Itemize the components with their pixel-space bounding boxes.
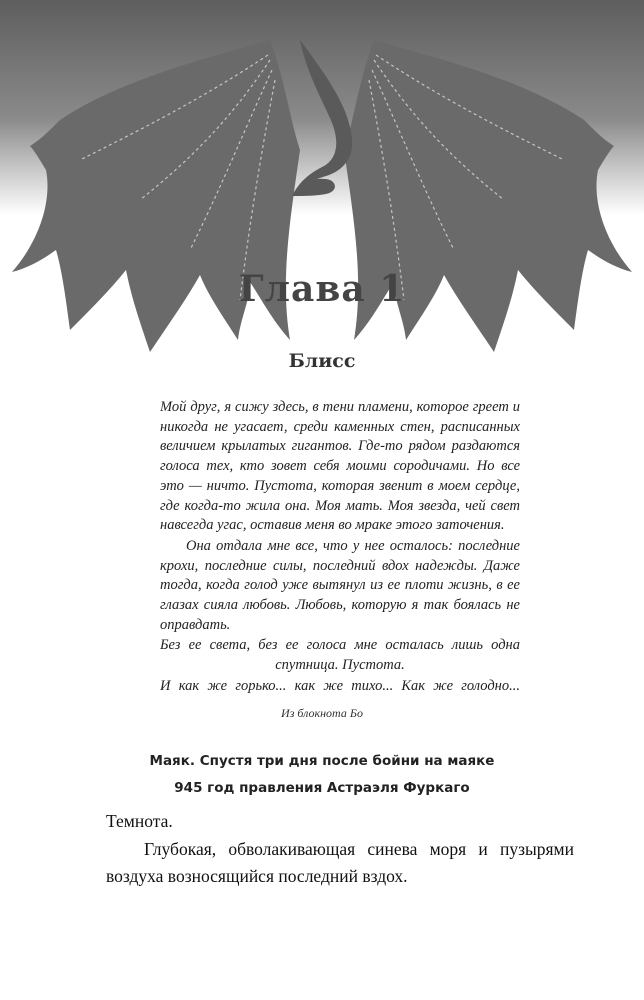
chapter-title: Глава 1: [238, 268, 406, 310]
epigraph-paragraph: Она отдала мне все, что у нее осталось: последние крохи, последние силы, последний вдох надежды. Даже тогда, когда голод уже вытянул из ее плоти жизнь, в ее глазах сияла любовь. Любовь, которую я так боялась не оправдать.: [160, 537, 520, 633]
epigraph-paragraph: Без ее света, без ее голоса мне осталась лишь одна спутница. Пустота.: [160, 637, 520, 674]
epigraph: [160, 398, 520, 697]
place-heading: [0, 748, 644, 802]
body-paragraph: Темнота.: [106, 811, 173, 831]
body-paragraph: Глубокая, обволакивающая синева моря и пузырями воздуха возносящийся последний вздох.: [106, 838, 574, 886]
place-heading-line: Маяк. Спустя три дня после бойни на маяке: [149, 753, 495, 769]
epigraph-paragraph: И как же горько... как же тихо... Как же голодно...: [160, 677, 520, 694]
chapter-subtitle: Блисс: [288, 350, 356, 372]
place-heading-line: 945 год правления Астраэля Фуркаго: [174, 780, 470, 796]
body-text: [106, 808, 574, 891]
dragon-header-illustration: [0, 0, 644, 400]
epigraph-source: Из блокнота Бо: [281, 706, 363, 720]
epigraph-paragraph: Мой друг, я сижу здесь, в тени пламени, которое греет и никогда не угасает, среди каменных стен, расписанных величием крылатых гигантов. Где-то рядом раздаются голоса тех, кто зовет себя моими сородичами. Но все это — ничто. Пустота, которая звенит в моем сердце, где когда-то жила она. Моя мать. Моя звезда, чей свет навсегда угас, оставив меня во мраке этого заточения.: [160, 399, 520, 534]
